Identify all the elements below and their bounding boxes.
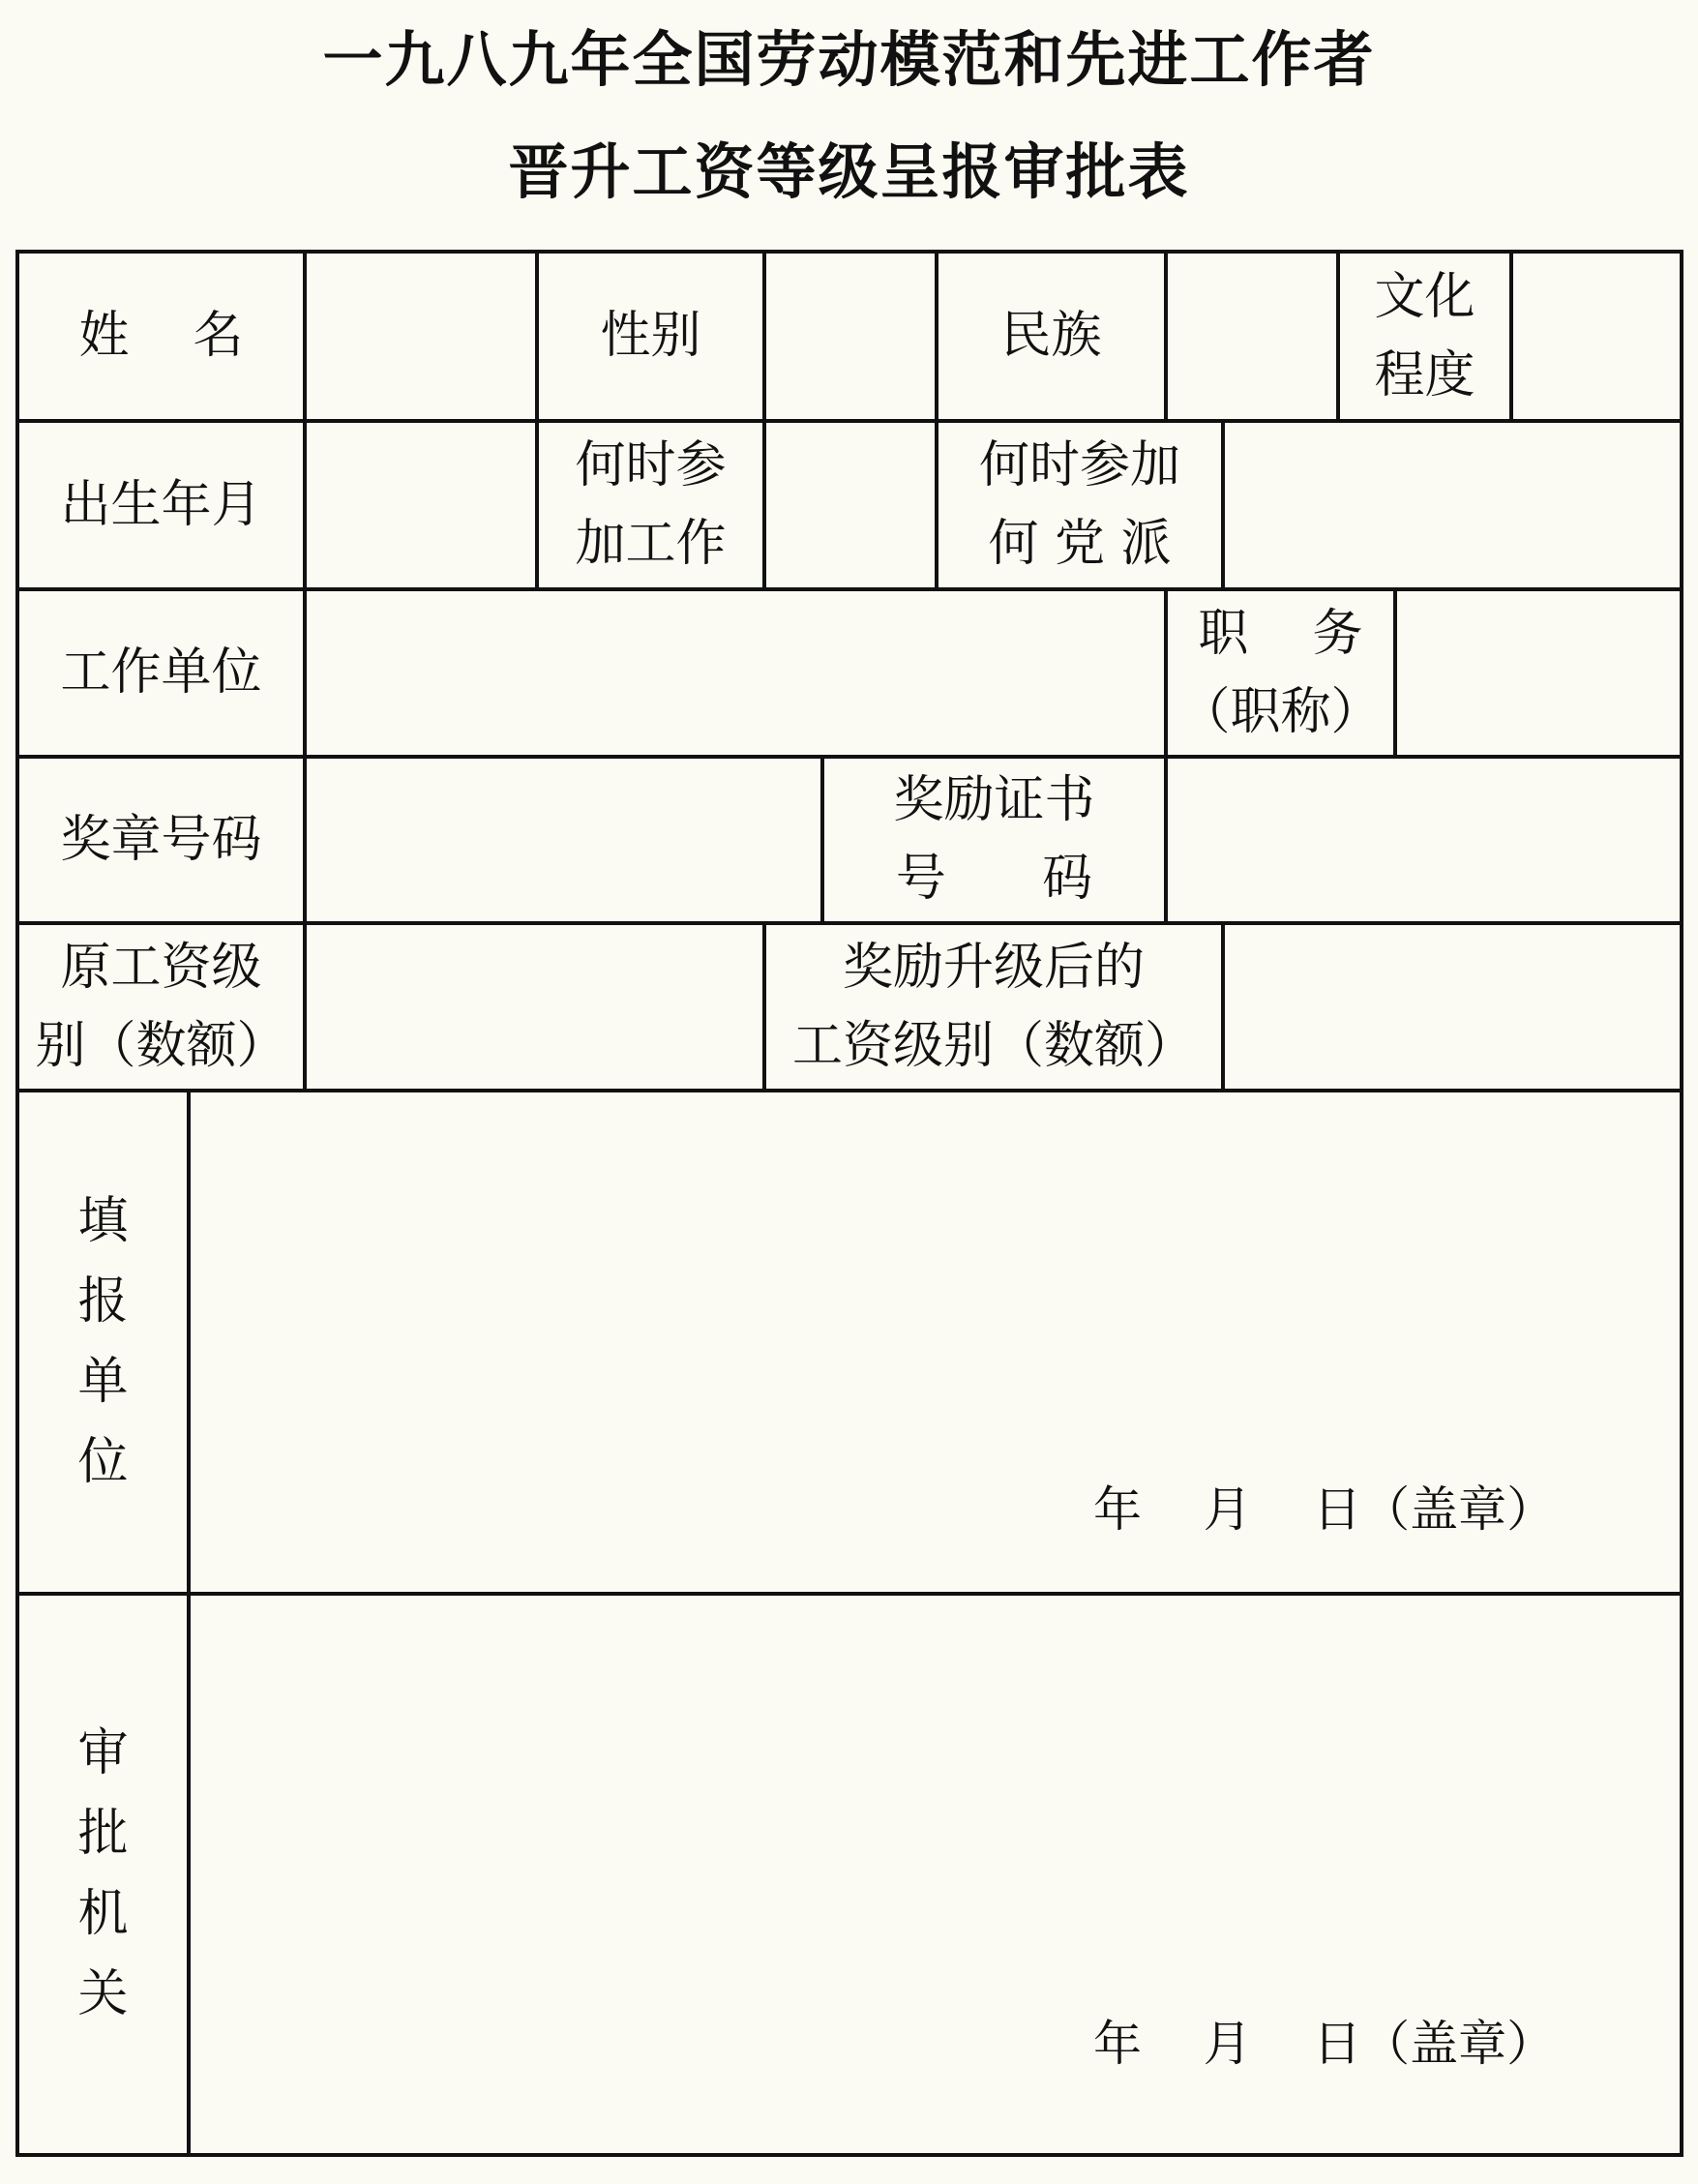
label-reporting-unit: 填 报 单 位 [77, 1191, 129, 1492]
label-education: 文化 程度 [1374, 267, 1475, 404]
field-work-start[interactable] [766, 423, 935, 587]
label-party-join: 何时参加 何 党 派 [978, 436, 1180, 573]
field-name[interactable] [307, 254, 535, 419]
reporting-unit-date-stamp: 年 月 日（盖章） [1093, 1481, 1556, 1538]
label-name: 姓 名 [78, 307, 244, 366]
field-original-salary[interactable] [307, 925, 762, 1089]
label-certificate-number: 奖励证书 号 码 [893, 771, 1095, 908]
field-party-join[interactable] [1225, 423, 1680, 587]
label-original-salary: 原工资级 别（数额） [35, 938, 287, 1075]
field-birth-date[interactable] [307, 423, 535, 587]
label-approval-authority: 审 批 机 关 [77, 1723, 129, 2024]
field-education[interactable] [1513, 254, 1680, 419]
label-birth-date: 出生年月 [60, 475, 262, 534]
field-certificate-number[interactable] [1168, 759, 1680, 921]
label-gender: 性别 [600, 307, 701, 366]
field-position[interactable] [1397, 591, 1680, 755]
approval-authority-date-stamp: 年 月 日（盖章） [1093, 2016, 1556, 2072]
label-new-salary: 奖励升级后的 工资级别（数额） [791, 938, 1195, 1075]
label-work-start: 何时参 加工作 [575, 436, 727, 573]
field-ethnicity[interactable] [1168, 254, 1336, 419]
field-new-salary[interactable] [1225, 925, 1680, 1089]
field-employer[interactable] [307, 591, 1164, 755]
form-title-line-2: 晋升工资等级呈报审批表 [508, 136, 1190, 207]
field-medal-number[interactable] [307, 759, 820, 921]
label-ethnicity: 民族 [1000, 307, 1102, 366]
table-border-bottom [15, 2153, 1683, 2157]
label-employer: 工作单位 [60, 643, 262, 703]
label-medal-number: 奖章号码 [60, 810, 262, 869]
table-border-right [1680, 250, 1683, 2157]
form-title-line-1: 一九八九年全国劳动模范和先进工作者 [322, 24, 1376, 95]
label-position: 职 务 （职称） [1179, 604, 1382, 741]
field-gender[interactable] [766, 254, 935, 419]
